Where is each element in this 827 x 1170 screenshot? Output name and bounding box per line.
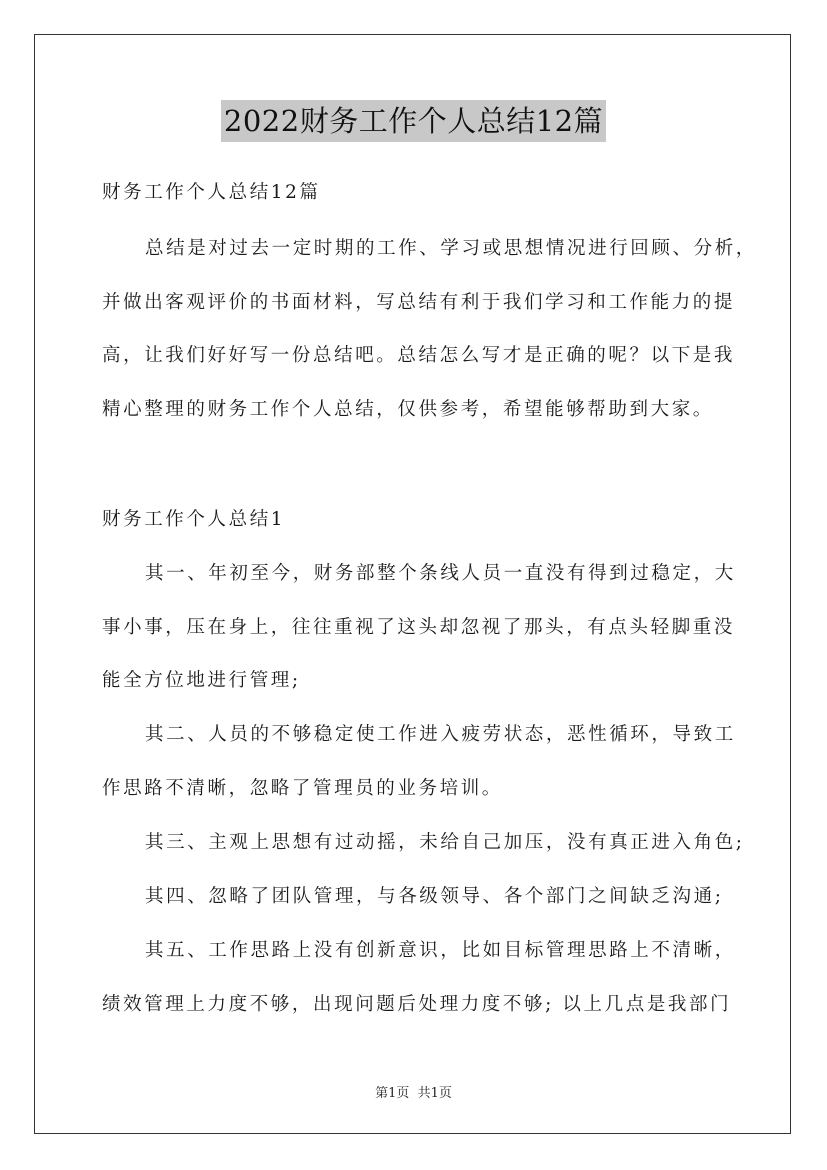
intro-line-4: 精心整理的财务工作个人总结，仅供参考，希望能够帮助到大家。 — [102, 399, 714, 420]
section1-line-3: 能全方位地进行管理; — [102, 670, 301, 691]
page-number-current: 第1页 — [375, 1086, 410, 1101]
intro-line-2: 并做出客观评价的书面材料，写总结有利于我们学习和工作能力的提 — [102, 292, 736, 313]
title-container — [0, 100, 827, 142]
document-title: 2022财务工作个人总结12篇 — [221, 100, 606, 142]
section1-line-5: 作思路不清晰，忽略了管理员的业务培训。 — [102, 778, 503, 799]
section1-line-4: 其二、人员的不够稳定使工作进入疲劳状态，恶性循环，导致工 — [145, 724, 736, 745]
section1-line-6: 其三、主观上思想有过动摇，未给自己加压，没有真正进入角色; — [145, 832, 745, 853]
intro-line-1: 总结是对过去一定时期的工作、学习或思想情况进行回顾、分析， — [145, 238, 757, 259]
page-footer — [0, 1082, 827, 1101]
section1-line-1: 其一、年初至今，财务部整个条线人员一直没有得到过稳定，大 — [145, 563, 736, 584]
section1-line-2: 事小事，压在身上，往往重视了这头却忽视了那头，有点头轻脚重没 — [102, 617, 736, 638]
section-heading-1: 财务工作个人总结1 — [102, 509, 286, 530]
intro-line-3: 高，让我们好好写一份总结吧。总结怎么写才是正确的呢？以下是我 — [102, 345, 736, 366]
section1-line-7: 其四、忽略了团队管理，与各级领导、各个部门之间缺乏沟通; — [145, 886, 724, 907]
page-number-total: 共1页 — [417, 1086, 452, 1101]
section1-line-8: 其五、工作思路上没有创新意识，比如目标管理思路上不清晰， — [145, 940, 736, 961]
document-subtitle: 财务工作个人总结12篇 — [102, 182, 321, 203]
section1-line-9: 绩效管理上力度不够，出现问题后处理力度不够; 以上几点是我部门 — [102, 994, 732, 1015]
